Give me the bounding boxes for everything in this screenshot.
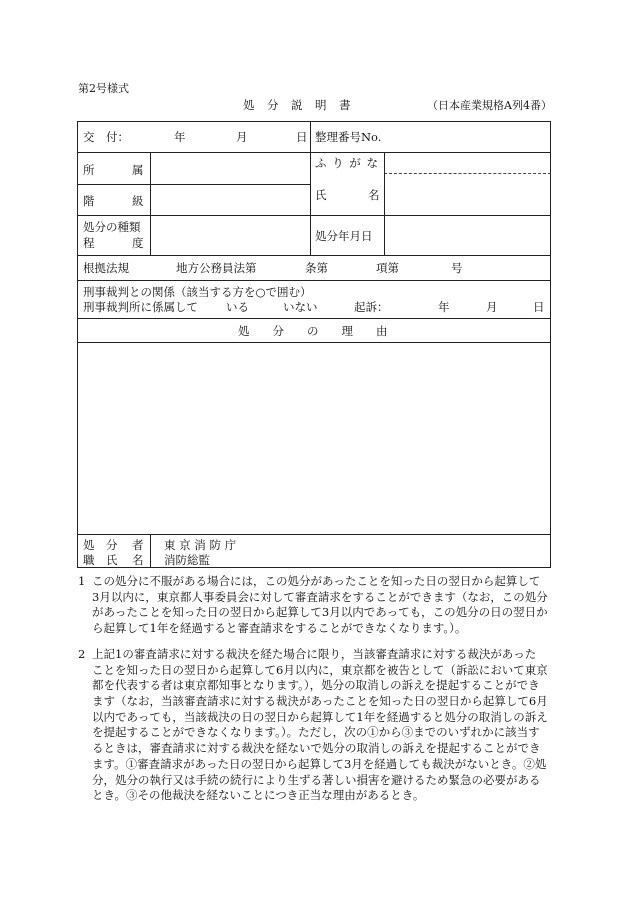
delivery-label: 交 付： <box>83 130 129 144</box>
paper-standard: （日本産業規格A列4番） <box>427 99 552 112</box>
degree-label-1: 程 <box>83 236 95 250</box>
form-divider-vertical <box>310 121 311 255</box>
form-divider <box>77 215 551 216</box>
reason-header: 処 分 の 理 由 <box>238 324 388 338</box>
delivery-year: 年 <box>174 130 186 144</box>
note-line: ことを知った日の翌日から起算して6月以内に，東京都を被告として（訴訟において東京 <box>92 662 548 677</box>
note-1 <box>78 574 556 637</box>
affiliation-label-2: 属 <box>132 163 144 177</box>
note-line: 都を代表する者は東京都知事となります。），処分の取消しの訴えを提起することができ <box>92 678 540 693</box>
note-number: 2 <box>78 647 86 661</box>
legal-basis-label: 根拠法規 <box>83 261 129 275</box>
form-divider-vertical <box>150 534 151 568</box>
note-line: ら起算して1年を経過すると審査請求をすることができなくなります。）。 <box>92 621 467 636</box>
criminal-relation-label: 刑事裁判との関係（該当する方を○で囲む） <box>83 285 312 299</box>
indictment-label: 起訴： <box>354 300 389 314</box>
form-divider <box>77 255 551 256</box>
affiliation-label-1: 所 <box>83 163 95 177</box>
form-divider-vertical <box>150 152 151 255</box>
disposer-label-1: 処 <box>83 538 95 552</box>
pending-no-option: いない <box>283 300 318 314</box>
disposer-label-3: 者 <box>132 538 144 552</box>
indictment-day: 日 <box>533 300 545 314</box>
pending-yes-option: いる <box>226 300 249 314</box>
note-line: があったことを知った日の翌日から起算して3月以内であっても，この処分の日の翌日か <box>92 605 548 620</box>
form-number: 第2号様式 <box>78 82 129 95</box>
delivery-day: 日 <box>296 130 308 144</box>
item-label: 号 <box>451 261 463 275</box>
criminal-pending-label: 刑事裁判所に係属して <box>83 300 198 314</box>
form-divider <box>77 184 310 185</box>
note-2 <box>78 647 556 804</box>
indictment-year: 年 <box>438 300 450 314</box>
note-line: を提起することができなくなります。）。ただし，次の①から③までのいずれかに該当す <box>92 725 540 740</box>
name-label-1: 氏 <box>315 188 327 202</box>
document-title: 処 分 説 明 書 <box>243 98 351 112</box>
note-line: ます（なお，当該審査請求に対する裁決があったことを知った日の翌日から起算して6月 <box>92 694 548 709</box>
furigana-label: ふ り が な <box>315 156 379 170</box>
note-line: 以内であっても，当該裁決の日の翌日から起算して1年を経過すると処分の取消しの訴え <box>92 709 548 724</box>
position-value: 消防総監 <box>164 553 210 567</box>
note-number: 1 <box>78 574 86 588</box>
name-label-2: 名 <box>368 188 380 202</box>
note-line: この処分に不服がある場合には，この処分があったことを知った日の翌日から起算して <box>92 574 541 588</box>
disposition-form <box>77 121 551 568</box>
position-label-1: 職 <box>83 553 95 567</box>
rank-label-1: 階 <box>83 194 95 208</box>
note-line: 分，処分の執行又は手続の続行により生ずる著しい損害を避けるため緊急の必要がある <box>92 772 541 787</box>
form-divider-vertical <box>384 152 385 255</box>
form-divider <box>77 280 551 281</box>
disposer-label-2: 分 <box>106 538 118 552</box>
disposition-date-label: 処分年月日 <box>315 229 373 243</box>
disposition-type-label: 処分の種類 <box>83 220 141 234</box>
delivery-month: 月 <box>236 130 248 144</box>
reference-number-label: 整理番号No. <box>315 130 382 144</box>
rank-label-2: 級 <box>132 194 144 208</box>
disposer-value: 東 京 消 防 庁 <box>164 538 237 552</box>
position-label-3: 名 <box>132 553 144 567</box>
note-line: ます。①審査請求があった日の翌日から起算して3月を経過しても裁決がないとき。②処 <box>92 756 547 771</box>
furigana-divider <box>384 173 551 174</box>
form-divider <box>77 318 551 319</box>
position-label-2: 氏 <box>106 553 118 567</box>
paragraph-label: 項第 <box>376 261 399 275</box>
note-line: 上記1の審査請求に対する裁決を経た場合に限り，当該審査請求に対する裁決があった <box>92 647 537 661</box>
article-label: 条第 <box>305 261 328 275</box>
indictment-month: 月 <box>486 300 498 314</box>
form-divider <box>77 342 551 343</box>
degree-label-2: 度 <box>132 236 144 250</box>
form-divider <box>77 534 551 535</box>
note-line: 3月以内に，東京都人事委員会に対して審査請求をすることができます（なお，この処分 <box>92 589 548 604</box>
law-name: 地方公務員法第 <box>176 261 257 275</box>
form-divider <box>77 152 551 153</box>
note-line: るときは，審査請求に対する裁決を経ないで処分の取消しの訴えを提起することができ <box>92 741 541 756</box>
note-line: とき。③その他裁決を経ないことにつき正当な理由があるとき。 <box>92 788 425 803</box>
